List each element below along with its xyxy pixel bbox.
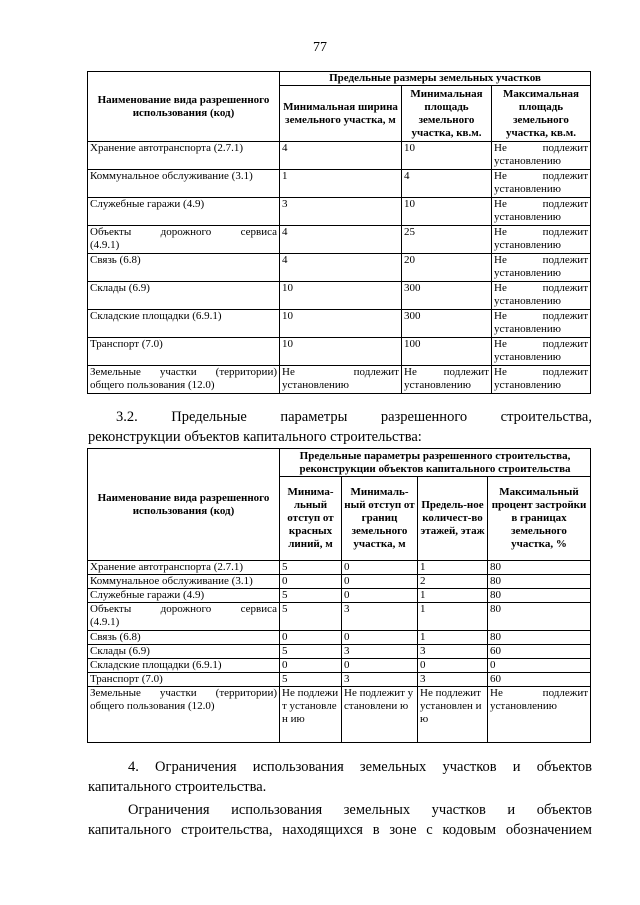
table-row (88, 226, 591, 254)
header-max-area: Максимальная площадь земельного участка, кв.м. (492, 86, 591, 142)
table-row (88, 575, 591, 589)
min-width-cell: 10 (280, 310, 402, 338)
red-line-setback-cell: 5 (280, 645, 342, 659)
max-floors-cell: 3 (418, 645, 488, 659)
red-line-setback-cell: 5 (280, 589, 342, 603)
red-line-setback-cell: 5 (280, 603, 342, 631)
use-name-cell: Коммунальное обслуживание (3.1) (88, 575, 280, 589)
use-name-cell: Хранение автотранспорта (2.7.1) (88, 561, 280, 575)
max-area-cell: Не подлежит установлению (492, 198, 591, 226)
header-permitted-use: Наименование вида разрешенного использования (код) (88, 449, 280, 561)
section-4-heading: 4. Ограничения использования земельных участков и объектов капитального строительства. (88, 759, 592, 795)
use-name-cell: Служебные гаражи (4.9) (88, 198, 280, 226)
header-boundary-setback: Минималь-ный отступ от границ земельного участка, м (342, 477, 418, 561)
min-width-cell: 1 (280, 170, 402, 198)
use-name-cell: Транспорт (7.0) (88, 673, 280, 687)
table-row (88, 282, 591, 310)
max-coverage-cell: 60 (488, 673, 591, 687)
table-row (88, 366, 591, 394)
max-floors-cell: 2 (418, 575, 488, 589)
header-red-line-setback: Минима-льный отступ от красных линий, м (280, 477, 342, 561)
use-name-cell: Связь (6.8) (88, 254, 280, 282)
table-row (88, 170, 591, 198)
use-name-cell: Складские площадки (6.9.1) (88, 659, 280, 673)
use-name-cell: Земельные участки (территории) общего пользования (12.0) (88, 366, 280, 394)
max-floors-cell: 1 (418, 561, 488, 575)
table-row (88, 338, 591, 366)
header-plot-size-group: Предельные размеры земельных участков (280, 72, 591, 86)
max-coverage-cell: 80 (488, 589, 591, 603)
table-row (88, 687, 591, 743)
max-coverage-cell: 80 (488, 561, 591, 575)
boundary-setback-cell: 0 (342, 659, 418, 673)
header-permitted-use: Наименование вида разрешенного использования (код) (88, 72, 280, 142)
red-line-setback-cell: 5 (280, 673, 342, 687)
boundary-setback-cell: 0 (342, 575, 418, 589)
table-row (88, 659, 591, 673)
header-construction-group: Предельные параметры разрешенного строительства, реконструкции объектов капитального строительства (280, 449, 591, 477)
min-area-cell: 300 (402, 282, 492, 310)
max-floors-cell: 1 (418, 603, 488, 631)
page-number: 77 (313, 40, 327, 55)
header-max-floors: Предель-ное количест-во этажей, этаж (418, 477, 488, 561)
min-area-cell: 25 (402, 226, 492, 254)
use-name-cell: Служебные гаражи (4.9) (88, 589, 280, 603)
table-row (88, 645, 591, 659)
boundary-setback-cell: 0 (342, 561, 418, 575)
min-area-cell: 10 (402, 198, 492, 226)
min-area-cell: 20 (402, 254, 492, 282)
min-width-cell: 4 (280, 226, 402, 254)
max-floors-cell: Не подлежит установлен ию (418, 687, 488, 743)
table-row (88, 142, 591, 170)
restrictions-paragraph: Ограничения использования земельных участков и объектов капитального строительства, находящихся в зоне с кодовым обозначением (88, 802, 592, 838)
max-area-cell: Не подлежит установлению (492, 142, 591, 170)
max-coverage-cell: 80 (488, 603, 591, 631)
use-name-cell: Связь (6.8) (88, 631, 280, 645)
max-coverage-cell: 80 (488, 631, 591, 645)
min-width-cell: 10 (280, 282, 402, 310)
min-width-cell: 4 (280, 142, 402, 170)
min-area-cell: Не подлежит установлению (402, 366, 492, 394)
max-coverage-cell: 60 (488, 645, 591, 659)
table-row (88, 254, 591, 282)
use-name-cell: Коммунальное обслуживание (3.1) (88, 170, 280, 198)
max-area-cell: Не подлежит установлению (492, 254, 591, 282)
use-name-cell: Объекты дорожного сервиса (4.9.1) (88, 603, 280, 631)
use-name-cell: Хранение автотранспорта (2.7.1) (88, 142, 280, 170)
use-name-cell: Склады (6.9) (88, 645, 280, 659)
boundary-setback-cell: 3 (342, 673, 418, 687)
max-coverage-cell: 0 (488, 659, 591, 673)
max-area-cell: Не подлежит установлению (492, 310, 591, 338)
red-line-setback-cell: 0 (280, 575, 342, 589)
max-floors-cell: 0 (418, 659, 488, 673)
max-floors-cell: 1 (418, 631, 488, 645)
max-floors-cell: 3 (418, 673, 488, 687)
boundary-setback-cell: Не подлежит установлени ю (342, 687, 418, 743)
table-row (88, 673, 591, 687)
table-row (88, 603, 591, 631)
boundary-setback-cell: 0 (342, 589, 418, 603)
max-coverage-cell: 80 (488, 575, 591, 589)
section-3-2-heading: 3.2. Предельные параметры разрешенного строительства, реконструкции объектов капитального строительства: (88, 409, 592, 445)
header-max-coverage: Максимальный процент застройки в границах земельного участка, % (488, 477, 591, 561)
max-coverage-cell: Не подлежит установлению (488, 687, 591, 743)
boundary-setback-cell: 0 (342, 631, 418, 645)
min-width-cell: 10 (280, 338, 402, 366)
min-width-cell: 3 (280, 198, 402, 226)
use-name-cell: Транспорт (7.0) (88, 338, 280, 366)
table-row (88, 589, 591, 603)
boundary-setback-cell: 3 (342, 645, 418, 659)
min-area-cell: 100 (402, 338, 492, 366)
max-area-cell: Не подлежит установлению (492, 338, 591, 366)
use-name-cell: Склады (6.9) (88, 282, 280, 310)
max-floors-cell: 1 (418, 589, 488, 603)
max-area-cell: Не подлежит установлению (492, 282, 591, 310)
red-line-setback-cell: Не подлежит установлен ию (280, 687, 342, 743)
min-area-cell: 10 (402, 142, 492, 170)
min-width-cell: Не подлежит установлению (280, 366, 402, 394)
min-width-cell: 4 (280, 254, 402, 282)
table-row (88, 631, 591, 645)
min-area-cell: 4 (402, 170, 492, 198)
boundary-setback-cell: 3 (342, 603, 418, 631)
table-row (88, 310, 591, 338)
use-name-cell: Земельные участки (территории) общего пользования (12.0) (88, 687, 280, 743)
land-plot-size-table (87, 71, 591, 394)
use-name-cell: Объекты дорожного сервиса (4.9.1) (88, 226, 280, 254)
min-area-cell: 300 (402, 310, 492, 338)
max-area-cell: Не подлежит установлению (492, 170, 591, 198)
header-min-area: Минимальная площадь земельного участка, кв.м. (402, 86, 492, 142)
max-area-cell: Не подлежит установлению (492, 366, 591, 394)
table-row (88, 561, 591, 575)
red-line-setback-cell: 0 (280, 631, 342, 645)
header-min-width: Минимальная ширина земельного участка, м (280, 86, 402, 142)
construction-parameters-table (87, 448, 591, 743)
table-row (88, 198, 591, 226)
max-area-cell: Не подлежит установлению (492, 226, 591, 254)
use-name-cell: Складские площадки (6.9.1) (88, 310, 280, 338)
red-line-setback-cell: 0 (280, 659, 342, 673)
red-line-setback-cell: 5 (280, 561, 342, 575)
